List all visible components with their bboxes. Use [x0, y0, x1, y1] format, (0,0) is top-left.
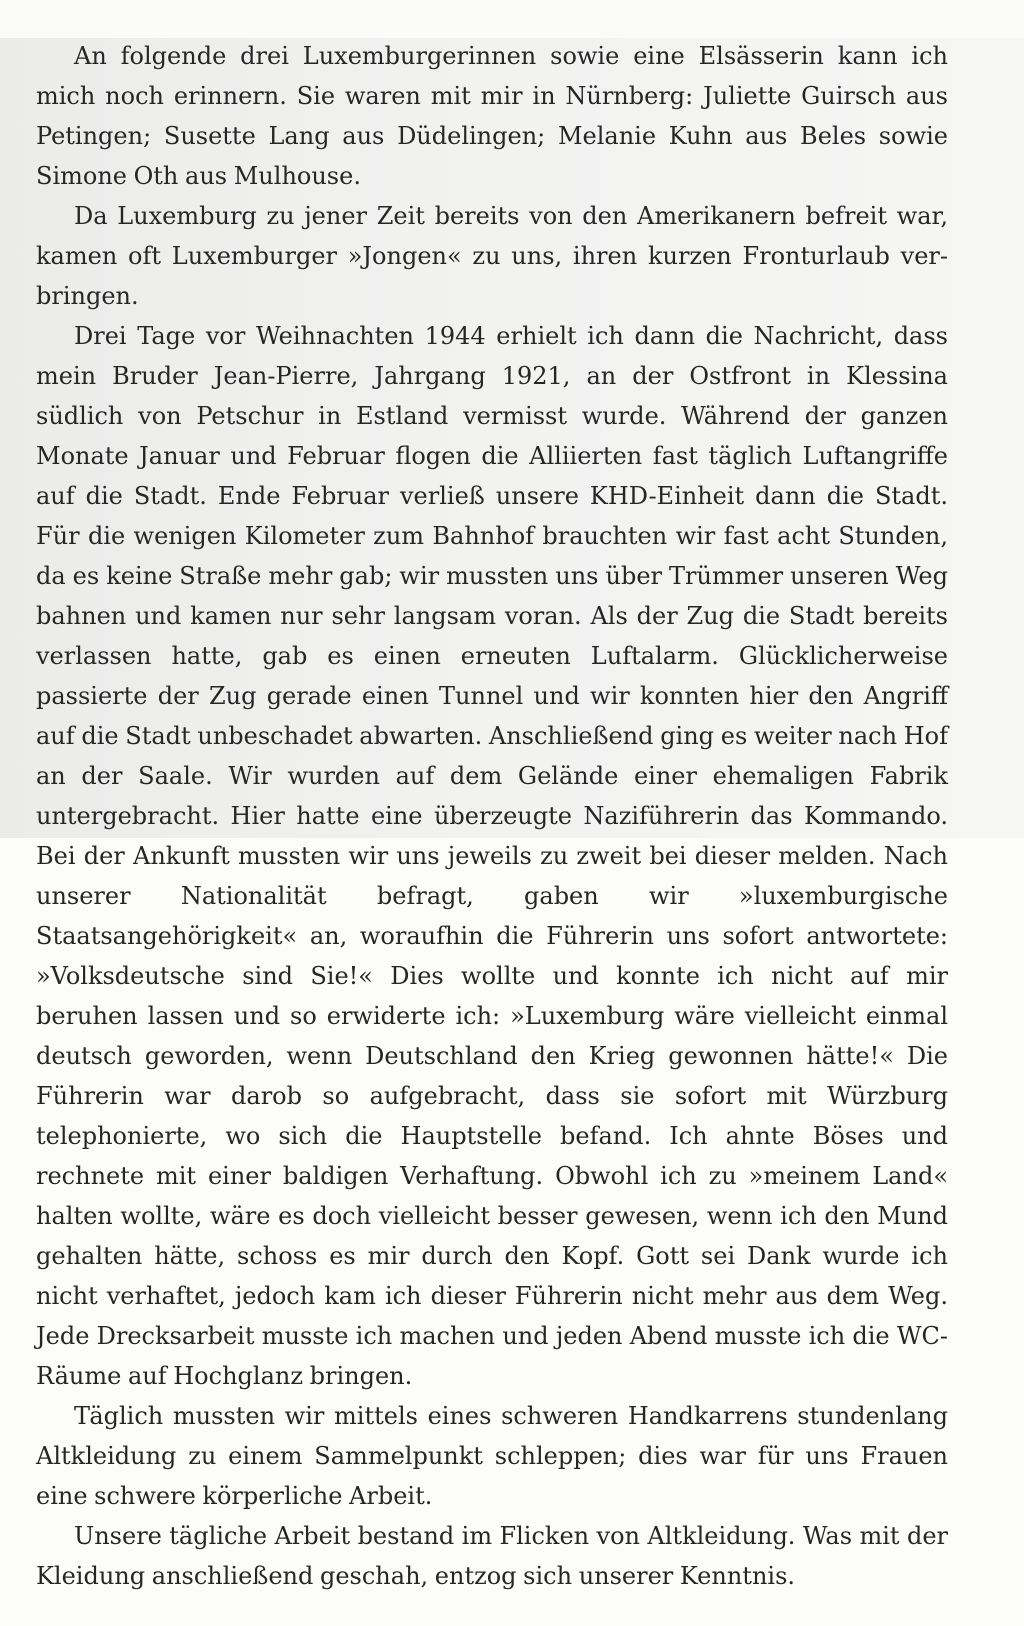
- paragraph-2: Da Luxemburg zu jener Zeit bereits von den Amerikanern befreit war, kamen oft Luxemburger »Jongen« zu uns, ihren kurzen Fronturlaub verbringen.: [36, 202, 948, 310]
- paragraph-1: An folgende drei Luxemburgerinnen sowie eine Elsässerin kann ich mich noch erinnern. Sie waren mit mir in Nürnberg: Juliette Guirsch aus Petingen; Susette Lang aus Düdelingen; Melanie Kuhn aus Beles sowie Simone Oth aus Mulhouse.: [36, 42, 948, 190]
- document-page: [36, 36, 948, 1596]
- paragraph-4: Täglich mussten wir mittels eines schweren Handkarrens stundenlang Altkleidung zu einem Sammelpunkt schleppen; dies war für uns Frauen eine schwere körperliche Arbeit.: [36, 1402, 948, 1510]
- paragraph-3: Drei Tage vor Weihnachten 1944 erhielt ich dann die Nachricht, dass mein Bruder Jean-Pierre, Jahrgang 1921, an der Ostfront in Klessina südlich von Petschur in Estland vermisst wurde. Während der ganzen Monate Januar und Februar flogen die Alliierten fast täglich Luftangriffe auf die Stadt. Ende Februar verließ unsere KHD-Einheit dann die Stadt. Für die wenigen Kilometer zum Bahnhof brauchten wir fast acht Stunden, da es keine Straße mehr gab; wir mussten uns über Trümmer unseren Weg bahnen und kamen nur sehr langsam voran. Als der Zug die Stadt bereits verlassen hatte, gab es einen erneuten Luftalarm. Glücklicherweise passierte der Zug gerade einen Tunnel und wir konnten hier den Angriff auf die Stadt unbeschadet abwarten. Anschließend ging es weiter nach Hof an der Saale. Wir wurden auf dem Gelände einer ehemaligen Fabrik untergebracht. Hier hatte eine überzeugte Naziführerin das Kommando. Bei der Ankunft mussten wir uns jeweils zu zweit bei dieser melden. Nach unserer Nationalität befragt, gaben wir »luxemburgische Staatsangehörigkeit« an, woraufhin die Führerin uns sofort antwortete: »Volksdeutsche sind Sie!« Dies wollte und konnte ich nicht auf mir beruhen lassen und so erwiderte ich: »Luxemburg wäre vielleicht einmal deutsch geworden, wenn Deutschland den Krieg gewonnen hätte!« Die Führerin war darob so aufgebracht, dass sie sofort mit Würzburg telephonierte, wo sich die Hauptstelle befand. Ich ahnte Böses und rechnete mit einer baldigen Verhaftung. Obwohl ich zu »meinem Land« halten wollte, wäre es doch vielleicht besser gewesen, wenn ich den Mund gehalten hätte, schoss es mir durch den Kopf. Gott sei Dank wurde ich nicht verhaftet, jedoch kam ich dieser Führerin nicht mehr aus dem Weg. Jede Drecksarbeit musste ich machen und jeden Abend musste ich die WC-Räume auf Hochglanz bringen.: [36, 322, 948, 1390]
- paragraph-5: Unsere tägliche Arbeit bestand im Flicken von Altkleidung. Was mit der Kleidung anschließend geschah, entzog sich unserer Kenntnis.: [36, 1522, 948, 1590]
